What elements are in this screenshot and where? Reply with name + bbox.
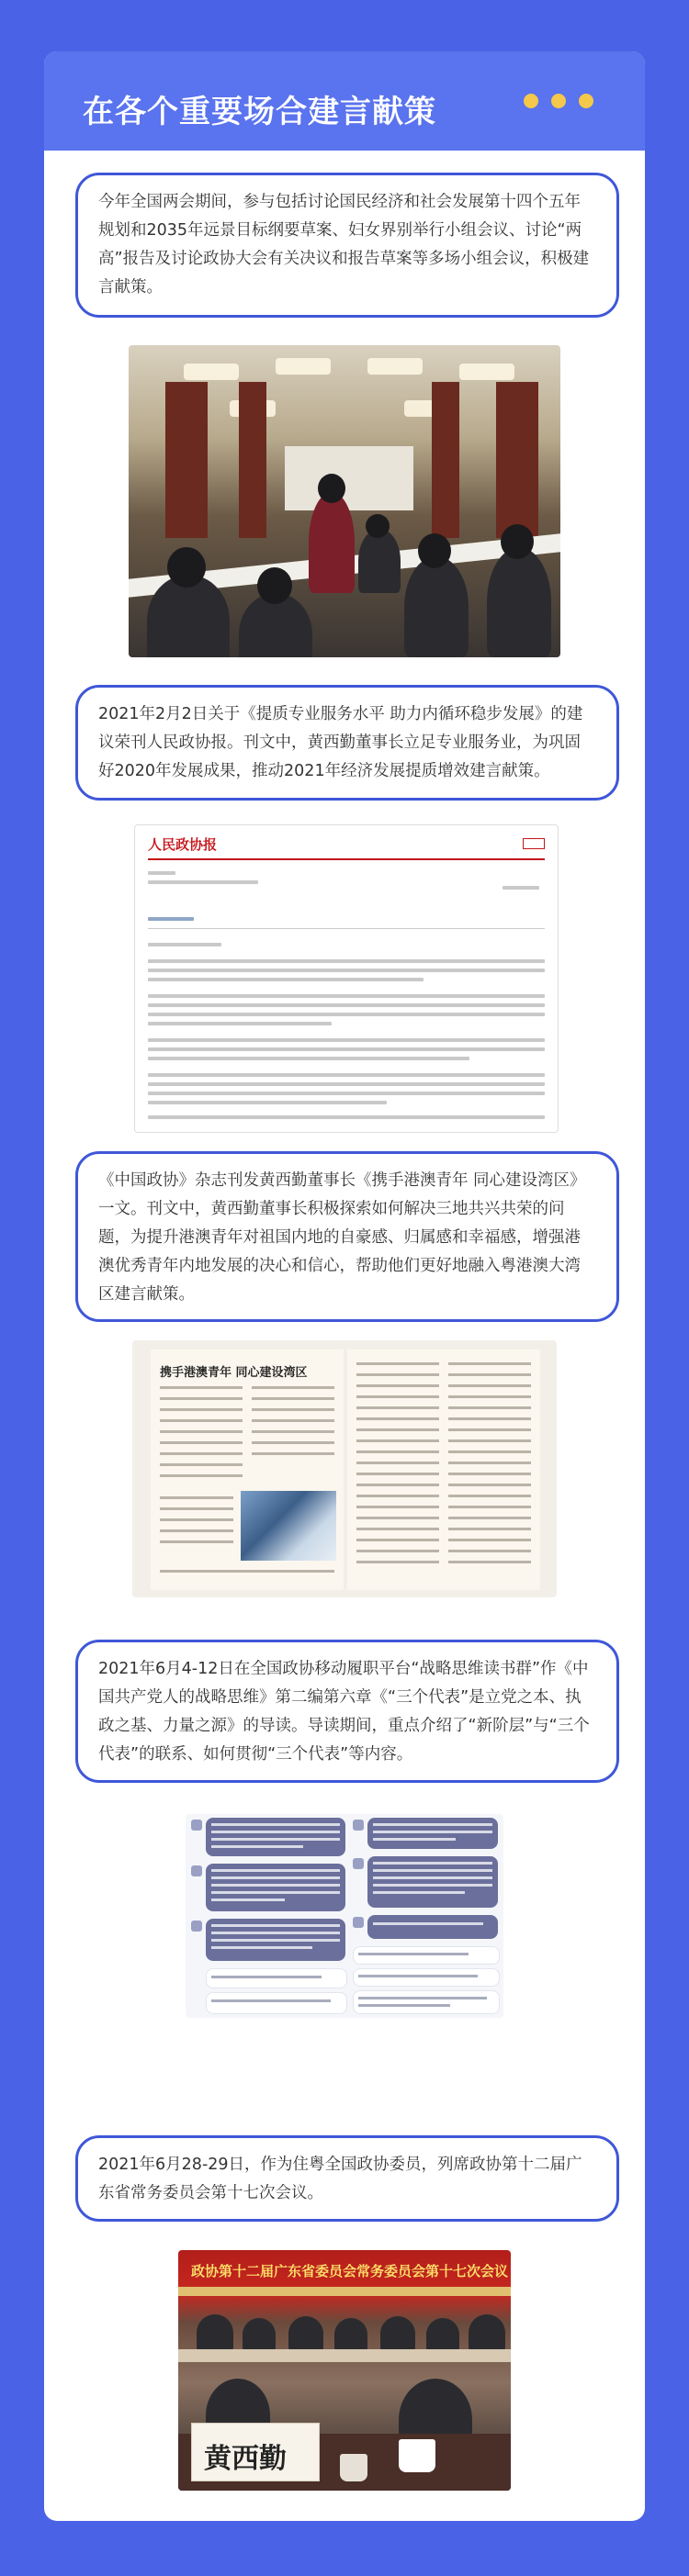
- newspaper-clipping: [134, 824, 559, 1133]
- dot-icon: [524, 94, 538, 108]
- nameplate-text: 黄西勤: [204, 2443, 287, 2475]
- page-title: 在各个重要场合建言献策: [83, 94, 436, 130]
- section-header: [44, 51, 645, 151]
- committee-meeting-photo: [178, 2250, 511, 2491]
- magazine-headline: 携手港澳青年 同心建设湾区: [160, 1366, 308, 1380]
- meeting-photo: [129, 345, 560, 657]
- text-block-reading-group: 2021年6月4-12日在全国政协移动履职平台“战略思维读书群”作《中国共产党人的战略思维》第二编第六章《“三个代表”是立党之本、执政之基、力量之源》的导读。导读期间，重点介绍了“新阶层”与“三个代表”的联系、如何贯彻“三个代表”等内容。: [75, 1640, 619, 1783]
- dot-icon: [579, 94, 593, 108]
- hall-banner: 政协第十二届广东省委员会常务委员会第十七次会议: [191, 2263, 509, 2279]
- text-block-standing-committee: 2021年6月28-29日，作为住粤全国政协委员，列席政协第十二届广东省常务委员会第十七次会议。: [75, 2135, 619, 2222]
- newspaper-logo: 人民政协报: [148, 836, 218, 853]
- chat-screenshot: [186, 1814, 503, 2018]
- magazine-spread: [132, 1340, 557, 1597]
- decorative-dots: [524, 94, 593, 108]
- dot-icon: [551, 94, 566, 108]
- text-block-two-sessions: 今年全国两会期间，参与包括讨论国民经济和社会发展第十四个五年规划和2035年远景目标纲要草案、妇女界别举行小组会议、讨论“两高”报告及讨论政协大会有关决议和报告草案等多场小组会议，积极建言献策。: [75, 173, 619, 318]
- text-block-cppcc-magazine: 《中国政协》杂志刊发黄西勤董事长《携手港澳青年 同心建设湾区》一文。刊文中，黄西勤董事长积极探索如何解决三地共兴共荣的问题，为提升港澳青年对祖国内地的自豪感、归属感和幸福感，增强港澳优秀青年内地发展的决心和信心，帮助他们更好地融入粤港澳大湾区建言献策。: [75, 1151, 619, 1322]
- content-card: [44, 51, 645, 2521]
- text-block-cppcc-daily: 2021年2月2日关于《提质专业服务水平 助力内循环稳步发展》的建议荣刊人民政协报。刊文中，黄西勤董事长立足专业服务业，为巩固好2020年发展成果，推动2021年经济发展提质增效建言献策。: [75, 685, 619, 801]
